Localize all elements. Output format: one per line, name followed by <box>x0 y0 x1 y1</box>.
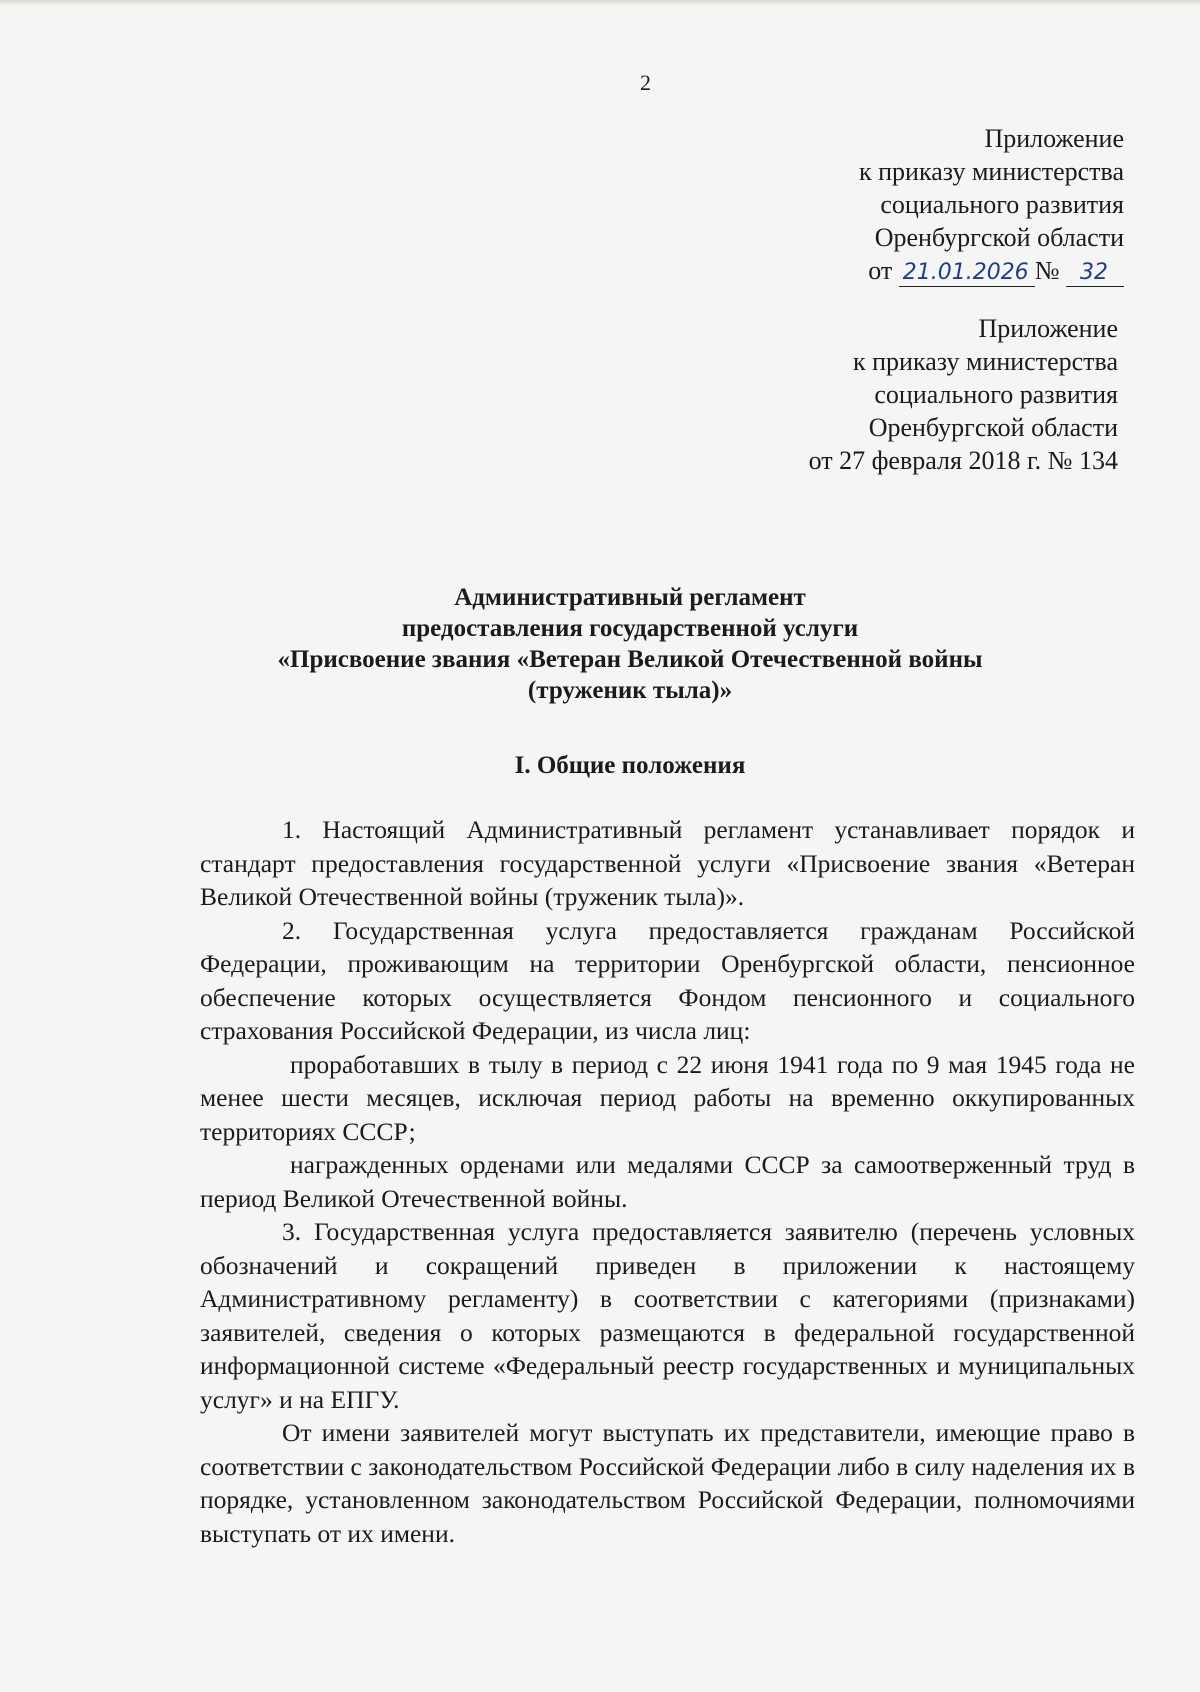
paragraph: 2. Государственная услуга предоставляется гражданам Российской Федерации, проживающим на территории Оренбургской области, пенсионное обеспечение которых осуществляется Фондом пенсионного и социального страхования Российской Федерации, из числа лиц: <box>200 915 1135 1045</box>
title-line: «Присвоение звания «Ветеран Великой Отечественной войны <box>277 646 983 673</box>
paragraph: награжденных орденами или медалями СССР за самоотверженный труд в период Великой Отечественной войны. <box>200 1150 1135 1213</box>
approval-line: Оренбургской области <box>874 223 1124 252</box>
title-line: предоставления государственной услуги <box>401 615 859 642</box>
approval-line: социального развития <box>874 380 1118 409</box>
approval-block-original <box>809 312 1118 477</box>
approval-date-line <box>859 254 1124 287</box>
number-sign: № <box>1034 256 1060 285</box>
handwritten-date: 21.01.2026 <box>899 260 1035 287</box>
page-number: 2 <box>640 70 651 95</box>
approval-line: к приказу министерства <box>859 157 1124 186</box>
document-title <box>200 582 1060 706</box>
title-line: Административный регламент <box>454 584 806 611</box>
scan-edge-shadow <box>0 0 1200 6</box>
approval-line: Приложение <box>978 314 1118 343</box>
date-prefix: от <box>868 256 893 285</box>
approval-line: Приложение <box>984 124 1124 153</box>
approval-line: к приказу министерства <box>853 347 1118 376</box>
approval-block-current <box>859 122 1124 287</box>
handwritten-order-number: 32 <box>1066 260 1124 287</box>
paragraph: 3. Государственная услуга предоставляется заявителю (перечень условных обозначений и сокращений приведен в приложении к настоящему Административному регламенту) в соответствии с категориями (признаками) заявителей, сведения о которых размещаются в федеральной государственной информационной системе «Федеральный реестр государственных и муниципальных услуг» и на ЕПГУ. <box>200 1217 1135 1414</box>
approval-line: Оренбургской области <box>868 413 1118 442</box>
title-line: (труженик тыла)» <box>527 677 733 704</box>
approval-line: социального развития <box>880 190 1124 219</box>
document-body <box>200 813 1135 1550</box>
paragraph: проработавших в тылу в период с 22 июня 1941 года по 9 мая 1945 года не менее шести месяцев, исключая период работы на временно оккупированных территориях СССР; <box>200 1049 1135 1146</box>
paragraph: 1. Настоящий Административный регламент устанавливает порядок и стандарт предоставления государственной услуги «Присвоение звания «Ветеран Великой Отечественной войны (труженик тыла)». <box>200 815 1135 911</box>
paragraph: От имени заявителей могут выступать их представители, имеющие право в соответствии с законодательством Российской Федерации либо в силу наделения их в порядке, установленном законодательством Российской Федерации, полномочиями выступать от их имени. <box>200 1418 1135 1548</box>
section-heading: I. Общие положения <box>514 752 746 779</box>
approval-line: от 27 февраля 2018 г. № 134 <box>808 446 1118 475</box>
